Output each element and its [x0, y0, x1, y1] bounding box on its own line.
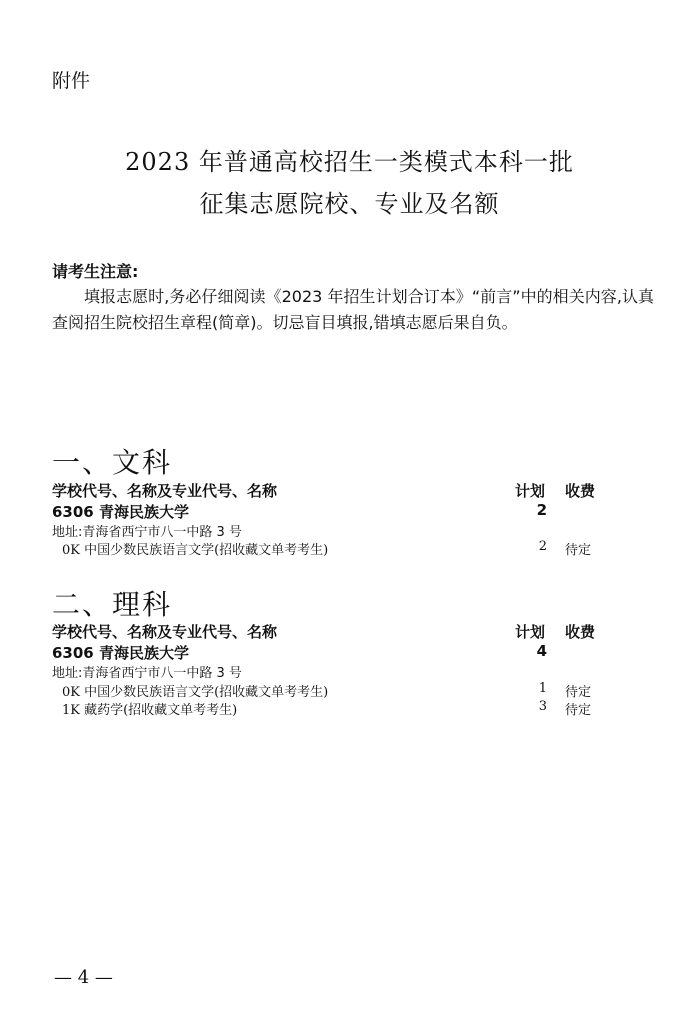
document-title-line2: 征集志愿院校、专业及名额	[199, 190, 500, 218]
school-name: 6306 青海民族大学	[52, 503, 189, 521]
document-title-line1: 2023 年普通高校招生一类模式本科一批	[125, 148, 574, 176]
school-plan-total: 2	[536, 501, 547, 519]
column-header-fee: 收费	[565, 482, 596, 500]
section-heading-science: 二、理科	[52, 588, 173, 621]
column-header-name: 学校代号、名称及专业代号、名称	[52, 482, 278, 500]
page-number: — 4 —	[54, 967, 113, 988]
major-plan: 1	[538, 681, 547, 696]
major-fee: 待定	[565, 703, 592, 718]
column-header-fee: 收费	[565, 623, 596, 641]
school-address: 地址:青海省西宁市八一中路 3 号	[52, 666, 242, 681]
major-name: 0K 中国少数民族语言文学(招收藏文单考考生)	[62, 543, 329, 558]
section-heading-liberal-arts: 一、文科	[52, 446, 173, 479]
major-name: 0K 中国少数民族语言文学(招收藏文单考考生)	[62, 685, 329, 700]
column-header-name: 学校代号、名称及专业代号、名称	[52, 623, 278, 641]
notice-heading: 请考生注意:	[52, 262, 139, 281]
school-plan-total: 4	[536, 642, 547, 660]
major-name: 1K 藏药学(招收藏文单考考生)	[62, 703, 238, 718]
major-plan: 3	[538, 699, 547, 714]
column-header-plan: 计划	[515, 623, 546, 641]
major-fee: 待定	[565, 543, 592, 558]
major-fee: 待定	[565, 685, 592, 700]
notice-body: 填报志愿时,务必仔细阅读《2023 年招生计划合订本》“前言”中的相关内容,认真查阅招生院校招生章程(简章)。切忌盲目填报,错填志愿后果自负。	[52, 287, 654, 332]
column-header-plan: 计划	[515, 482, 546, 500]
attachment-label: 附件	[52, 70, 91, 92]
major-plan: 2	[538, 539, 547, 554]
school-address: 地址:青海省西宁市八一中路 3 号	[52, 525, 242, 540]
school-name: 6306 青海民族大学	[52, 644, 189, 662]
